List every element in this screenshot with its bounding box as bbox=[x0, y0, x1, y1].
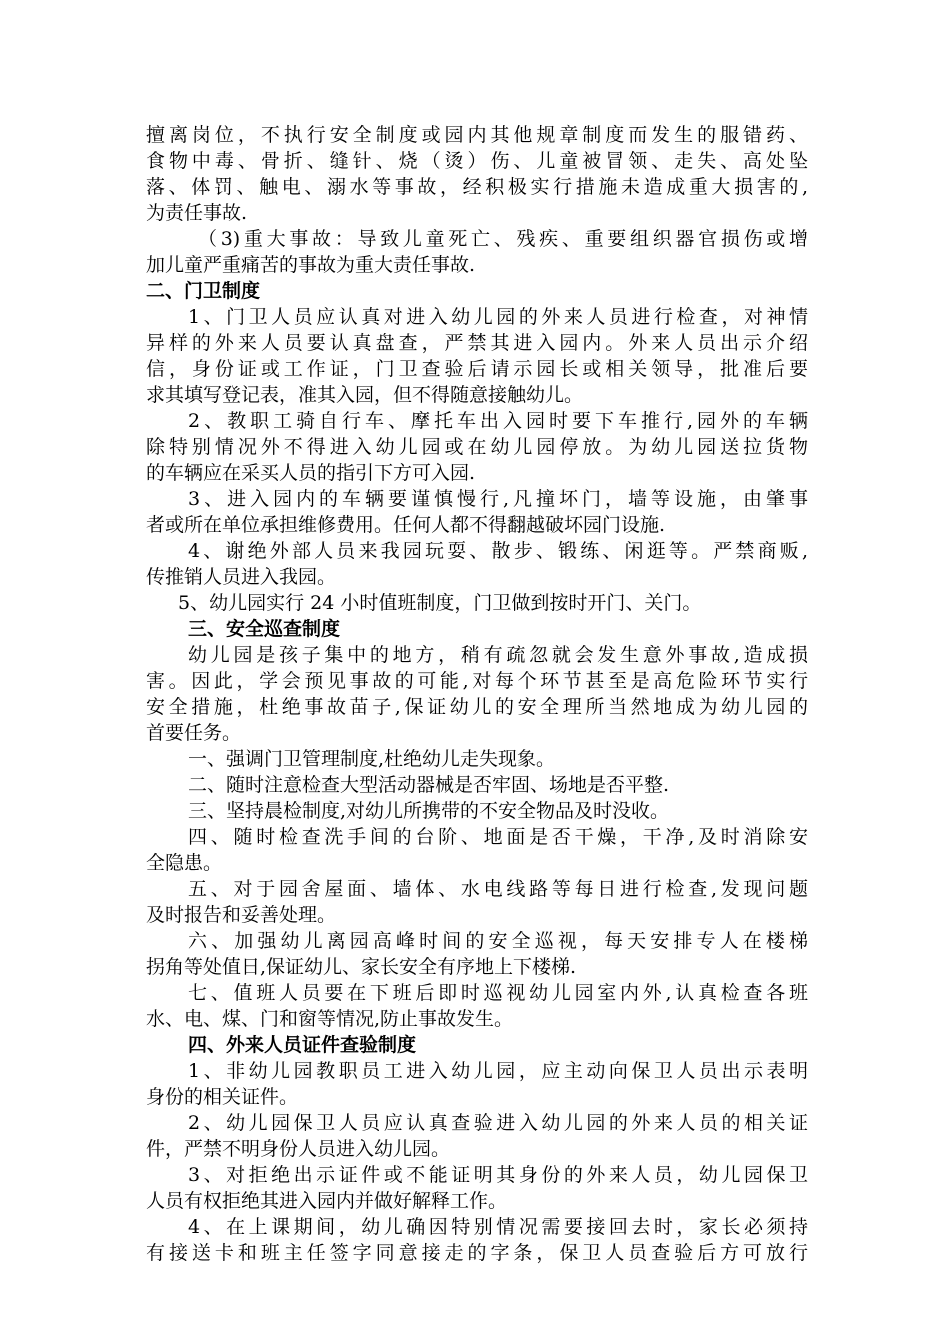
text-line: 四、随时检查洗手间的台阶、地面是否干燥，干净,及时消除安 bbox=[188, 826, 808, 848]
text-line: 传推销人员进入我园。 bbox=[146, 566, 337, 588]
text-line: 异样的外来人员要认真盘查，严禁其进入园内。外来人员出示介绍 bbox=[146, 332, 808, 354]
text-line: 三、坚持晨检制度,对幼儿所携带的不安全物品及时没收。 bbox=[188, 800, 670, 822]
text-line: 4、谢绝外部人员来我园玩耍、散步、锻练、闲逛等。严禁商贩, bbox=[188, 540, 808, 562]
text-line: 3、对拒绝出示证件或不能证明其身份的外来人员，幼儿园保卫 bbox=[188, 1164, 808, 1186]
text-line: 4、在上课期间，幼儿确因特别情况需要接回去时，家长必须持 bbox=[188, 1216, 808, 1238]
text-line: 件，严禁不明身份人员进入幼儿园。 bbox=[146, 1138, 451, 1160]
text-line: 首要任务。 bbox=[146, 722, 242, 744]
text-line: 身份的相关证件。 bbox=[146, 1086, 299, 1108]
text-line: 全隐患。 bbox=[146, 852, 223, 874]
document-page bbox=[146, 122, 808, 1266]
text-line: 人员有权拒绝其进入园内并做好解释工作。 bbox=[146, 1190, 508, 1212]
text-line: 3、进入园内的车辆要谨慎慢行,凡撞坏门，墙等设施，由肇事 bbox=[188, 488, 808, 510]
text-line: 求其填写登记表，准其入园，但不得随意接触幼儿。 bbox=[146, 384, 584, 406]
text-line: 幼儿园是孩子集中的地方，稍有疏忽就会发生意外事故,造成损 bbox=[188, 644, 808, 666]
text-line: 安全措施，杜绝事故苗子,保证幼儿的安全理所当然地成为幼儿园的 bbox=[146, 696, 808, 718]
text-line: 一、强调门卫管理制度,杜绝幼儿走失现象。 bbox=[188, 748, 556, 770]
text-line: 及时报告和妥善处理。 bbox=[146, 904, 337, 926]
text-line: 七、值班人员要在下班后即时巡视幼儿园室内外,认真检查各班 bbox=[188, 982, 808, 1004]
text-line: 拐角等处值日,保证幼儿、家长安全有序地上下楼梯. bbox=[146, 956, 577, 978]
text-line: 1、非幼儿园教职员工进入幼儿园，应主动向保卫人员出示表明 bbox=[188, 1060, 808, 1082]
text-line: 五、对于园舍屋面、墙体、水电线路等每日进行检查,发现问题 bbox=[188, 878, 808, 900]
text-line: 二、随时注意检查大型活动器械是否牢固、场地是否平整. bbox=[188, 774, 670, 796]
text-line: 食物中毒、骨折、缝针、烧（烫）伤、儿童被冒领、走失、高处坠 bbox=[146, 150, 808, 172]
text-line: （3)重大事故：导致儿童死亡、残疾、重要组织器官损伤或增 bbox=[198, 228, 808, 250]
text-line: 有接送卡和班主任签字同意接走的字条，保卫人员查验后方可放行 bbox=[146, 1242, 808, 1264]
text-line: 水、电、煤、门和窗等情况,防止事故发生。 bbox=[146, 1008, 514, 1030]
text-line: 为责任事故. bbox=[146, 202, 248, 224]
text-line: 害。因此，学会预见事故的可能,对每个环节甚至是高危险环节实行 bbox=[146, 670, 808, 692]
text-line: 2、教职工骑自行车、摩托车出入园时要下车推行,园外的车辆 bbox=[188, 410, 808, 432]
section-heading: 二、门卫制度 bbox=[146, 280, 261, 302]
text-line: 者或所在单位承担维修费用。任何人都不得翻越破坏园门设施. bbox=[146, 514, 666, 536]
text-line: 擅离岗位，不执行安全制度或园内其他规章制度而发生的服错药、 bbox=[146, 124, 808, 146]
section-heading: 三、安全巡查制度 bbox=[188, 618, 341, 640]
text-line: 5、幼儿园实行 24 小时值班制度，门卫做到按时开门、关门。 bbox=[178, 592, 702, 614]
text-line: 1、门卫人员应认真对进入幼儿园的外来人员进行检查，对神情 bbox=[188, 306, 808, 328]
text-line: 的车辆应在采买人员的指引下方可入园. bbox=[146, 462, 476, 484]
text-line: 加儿童严重痛苦的事故为重大责任事故. bbox=[146, 254, 476, 276]
section-heading: 四、外来人员证件查验制度 bbox=[188, 1034, 417, 1056]
text-line: 除特别情况外不得进入幼儿园或在幼儿园停放。为幼儿园送拉货物 bbox=[146, 436, 808, 458]
text-line: 信，身份证或工作证，门卫查验后请示园长或相关领导，批准后要 bbox=[146, 358, 808, 380]
text-line: 落、体罚、触电、溺水等事故，经积极实行措施未造成重大损害的, bbox=[146, 176, 808, 198]
text-line: 六、加强幼儿离园高峰时间的安全巡视，每天安排专人在楼梯 bbox=[188, 930, 808, 952]
text-line: 2、幼儿园保卫人员应认真查验进入幼儿园的外来人员的相关证 bbox=[188, 1112, 808, 1134]
